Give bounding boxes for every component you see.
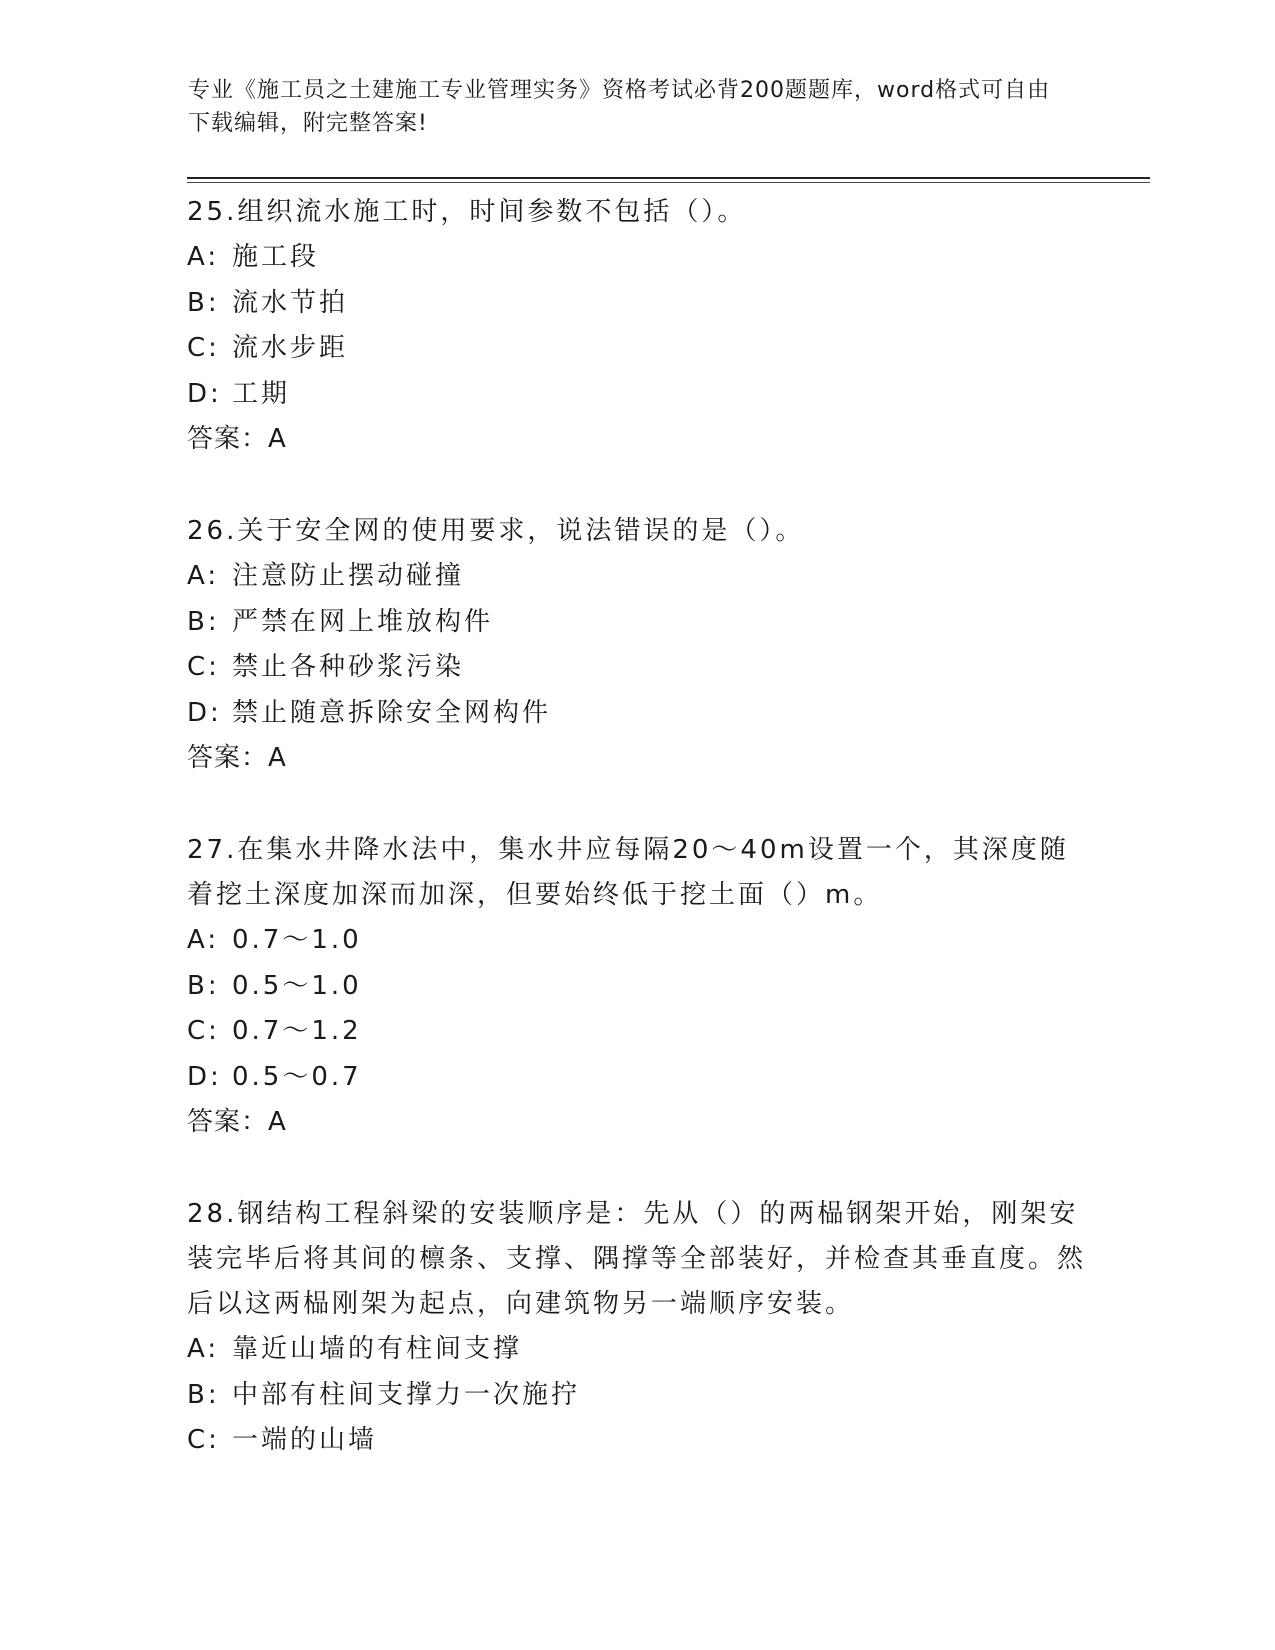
option-letter: B: (187, 970, 220, 1001)
option-a (187, 1327, 1087, 1373)
option-letter: A: (187, 561, 220, 591)
document-header: 专业《施工员之土建施工专业管理实务》资格考试必背200题题库，word格式可自由下载编辑，附完整答案! (188, 78, 1051, 136)
answer-line: 答案：A (187, 424, 287, 454)
option-text: 流水步距 (232, 333, 349, 363)
option-c (187, 1009, 1087, 1055)
question-25 (187, 190, 1087, 462)
option-text: 工期 (232, 378, 291, 409)
answer-line: 答案：A (187, 743, 287, 773)
option-b (187, 600, 1087, 646)
question-list (187, 190, 1087, 1511)
question-26 (187, 509, 1087, 781)
question-28 (187, 1192, 1087, 1464)
option-d (187, 1055, 1087, 1101)
option-d (187, 372, 1087, 418)
option-text: 靠近山墙的有柱间支撑 (232, 1334, 523, 1364)
option-letter: A: (187, 1334, 220, 1364)
option-letter: C: (187, 1425, 220, 1455)
option-text: 施工段 (232, 242, 320, 272)
question-27 (187, 828, 1087, 1145)
option-text: 一端的山墙 (232, 1425, 378, 1455)
question-stem: 26.关于安全网的使用要求，说法错误的是（）。 (187, 516, 805, 546)
option-letter: A: (187, 242, 220, 272)
option-a (187, 918, 1087, 964)
question-stem: 25.组织流水施工时，时间参数不包括（）。 (187, 197, 747, 227)
header-divider-thick (187, 177, 1150, 179)
option-text: 禁止随意拆除安全网构件 (232, 697, 552, 728)
option-letter: D: (187, 378, 222, 409)
option-text: 0.5～1.0 (232, 970, 362, 1001)
option-a (187, 235, 1087, 281)
option-letter: B: (187, 606, 220, 637)
option-c (187, 1418, 1087, 1464)
option-text: 0.5～0.7 (232, 1061, 362, 1092)
option-a (187, 554, 1087, 600)
question-stem: 27.在集水井降水法中，集水井应每隔20～40m设置一个，其深度随着挖土深度加深而加深，但要始终低于挖土面（）m。 (187, 835, 1069, 910)
option-b (187, 281, 1087, 327)
option-text: 0.7～1.0 (232, 925, 362, 955)
option-letter: B: (187, 1379, 220, 1410)
answer-line: 答案：A (187, 1107, 287, 1137)
option-b (187, 964, 1087, 1010)
option-d (187, 691, 1087, 737)
option-text: 严禁在网上堆放构件 (232, 606, 494, 637)
option-c (187, 645, 1087, 691)
option-letter: A: (187, 925, 220, 955)
question-stem: 28.钢结构工程斜梁的安装顺序是：先从（）的两榀钢架开始，刚架安装完毕后将其间的檩条、支撑、隅撑等全部装好，并检查其垂直度。然后以这两榀刚架为起点，向建筑物另一端顺序安装。 (187, 1199, 1087, 1319)
option-b (187, 1373, 1087, 1419)
option-text: 注意防止摆动碰撞 (232, 561, 465, 591)
option-text: 禁止各种砂浆污染 (232, 652, 465, 682)
header-divider-thin (187, 182, 1150, 183)
option-letter: D: (187, 1061, 222, 1092)
option-c (187, 326, 1087, 372)
option-letter: B: (187, 287, 220, 318)
option-letter: C: (187, 333, 220, 363)
option-text: 流水节拍 (232, 287, 349, 318)
option-letter: C: (187, 652, 220, 682)
option-text: 中部有柱间支撑力一次施拧 (232, 1379, 581, 1410)
option-letter: D: (187, 697, 222, 728)
option-text: 0.7～1.2 (232, 1016, 362, 1046)
option-letter: C: (187, 1016, 220, 1046)
